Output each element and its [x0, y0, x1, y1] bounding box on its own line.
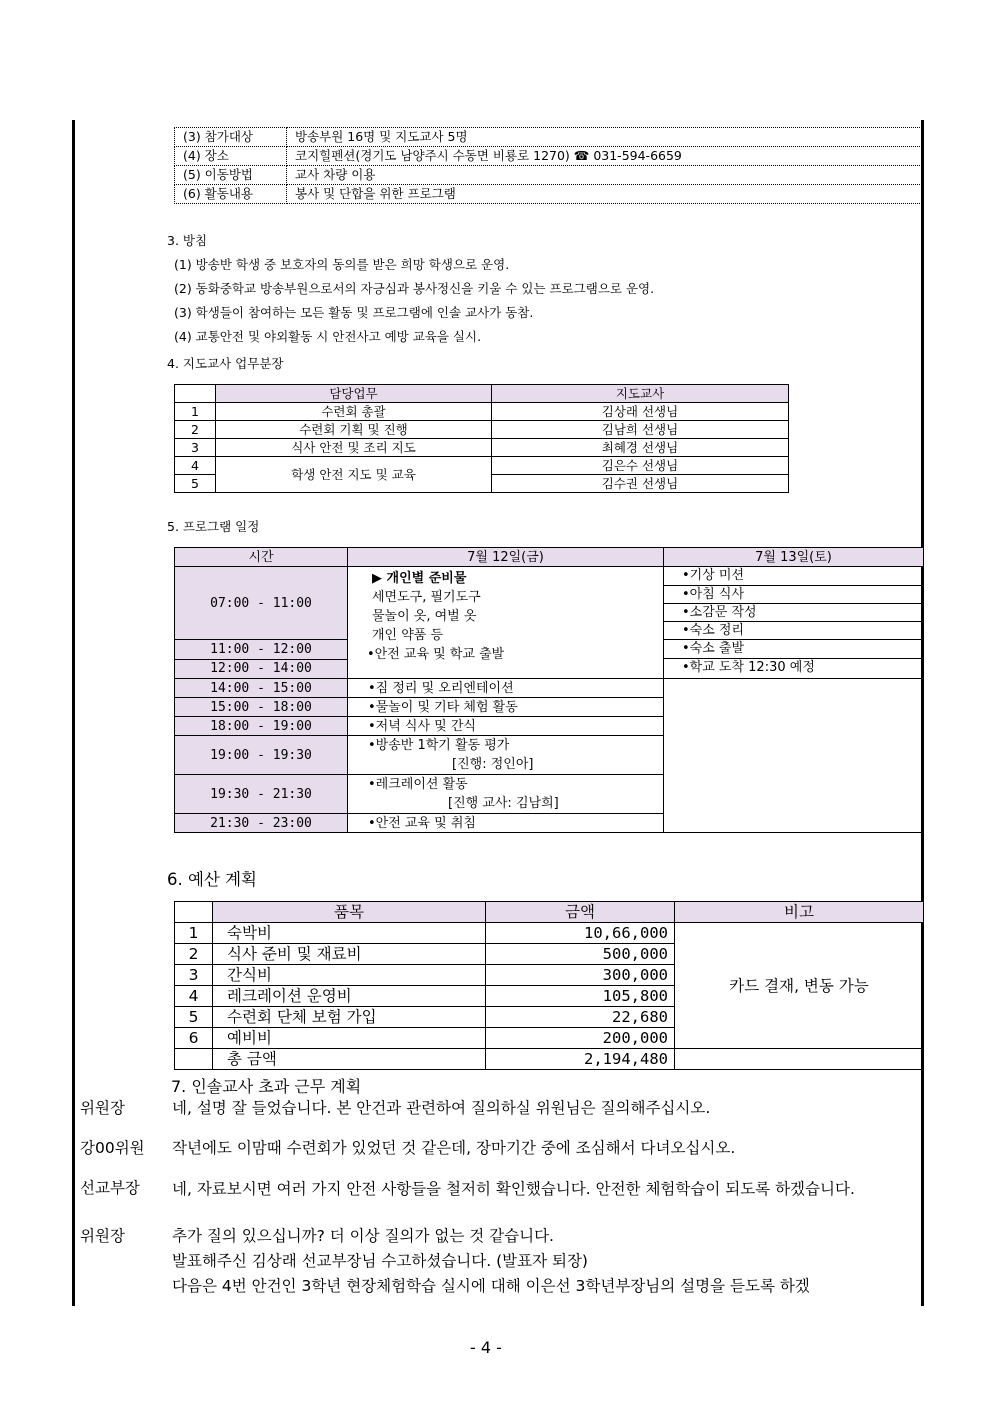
duty-task: 수련회 기획 및 진행	[216, 421, 492, 439]
duty-teacher: 김은수 선생님	[492, 457, 789, 475]
info-row	[175, 128, 922, 147]
day2-item: •학교 도착 12:30 예정	[664, 658, 923, 678]
time-slot: 14:00 - 15:00	[175, 679, 348, 698]
day1-activity: •물놀이 및 기타 체험 활동	[348, 698, 664, 717]
duties-header-no	[175, 385, 216, 403]
budget-item: 레크레이션 운영비	[213, 986, 486, 1007]
budget-no: 4	[175, 986, 213, 1007]
budget-amount: 300,000	[486, 965, 675, 986]
duties-header-duty: 담당업무	[216, 385, 492, 403]
budget-header-no	[175, 902, 213, 923]
duty-teacher: 김남희 선생님	[492, 421, 789, 439]
budget-heading: 6. 예산 계획	[167, 870, 257, 889]
info-value: 봉사 및 단합을 위한 프로그램	[287, 185, 922, 204]
day1-activity-cell	[348, 736, 664, 775]
policy-list	[174, 253, 654, 349]
budget-no: 6	[175, 1028, 213, 1049]
schedule-row	[175, 679, 924, 698]
budget-total-row	[175, 1049, 924, 1070]
minutes-line: 네, 자료보시면 여러 가지 안전 사항들을 철저히 확인했습니다. 안전한 체험학습이 되도록 하겠습니다.	[172, 1180, 855, 1198]
time-slot: 19:30 - 21:30	[175, 775, 348, 814]
day1-activity-cell	[348, 775, 664, 814]
budget-total-amount: 2,194,480	[486, 1049, 675, 1070]
minutes-speaker: 위원장	[80, 1227, 125, 1245]
budget-header-note: 비고	[675, 902, 924, 923]
prep-item: 물놀이 옷, 여벌 옷	[372, 609, 477, 624]
duty-no: 4	[175, 457, 216, 475]
prep-item: 세면도구, 필기도구	[372, 590, 481, 605]
day2-cell	[664, 567, 924, 679]
time-slot: 21:30 - 23:00	[175, 814, 348, 833]
day1-activity: •저녁 식사 및 간식	[348, 717, 664, 736]
duty-no: 2	[175, 421, 216, 439]
budget-amount: 500,000	[486, 944, 675, 965]
policy-item: (4) 교통안전 및 야외활동 시 안전사고 예방 교육을 실시.	[174, 329, 482, 344]
info-value: 교사 차량 이용	[287, 166, 922, 185]
budget-item: 예비비	[213, 1028, 486, 1049]
minutes-speaker: 선교부장	[80, 1179, 140, 1197]
duty-no: 1	[175, 403, 216, 421]
day2-item: •숙소 정리	[664, 621, 923, 639]
duties-row	[175, 457, 789, 475]
schedule-heading: 5. 프로그램 일정	[167, 519, 260, 534]
minutes-speech	[172, 1224, 920, 1299]
minutes-line: 추가 질의 있으십니까? 더 이상 질의가 없는 것 같습니다.	[172, 1227, 554, 1245]
info-label: (3) 참가대상	[175, 128, 287, 147]
minutes-speech	[172, 1136, 920, 1160]
duty-task: 학생 안전 지도 및 교육	[216, 457, 492, 493]
budget-item: 수련회 단체 보험 가입	[213, 1007, 486, 1028]
info-label: (4) 장소	[175, 147, 287, 166]
budget-header-item: 품목	[213, 902, 486, 923]
budget-table	[174, 901, 924, 1070]
day1-activity: •레크레이션 활동	[368, 777, 468, 792]
minutes-line: 작년에도 이맘때 수련회가 있었던 것 같은데, 장마기간 중에 조심해서 다녀오십시오.	[172, 1139, 736, 1157]
info-table	[174, 127, 922, 204]
duties-row	[175, 403, 789, 421]
budget-row	[175, 923, 924, 944]
duty-task: 식사 안전 및 조리 지도	[216, 439, 492, 457]
schedule-table	[174, 547, 924, 833]
budget-note: 카드 결재, 변동 가능	[675, 923, 924, 1049]
schedule-header-time: 시간	[175, 548, 348, 567]
time-slot: 12:00 - 14:00	[175, 659, 348, 678]
day1-activity-lead: [진행: 정인아]	[452, 757, 534, 772]
policy-heading: 3. 방침	[167, 233, 208, 248]
budget-total-label: 총 금액	[213, 1049, 486, 1070]
budget-amount: 200,000	[486, 1028, 675, 1049]
duties-header-teacher: 지도교사	[492, 385, 789, 403]
day1-prep-cell	[348, 567, 664, 679]
budget-no: 3	[175, 965, 213, 986]
minutes-speech	[172, 1176, 920, 1202]
budget-amount: 10,66,000	[486, 923, 675, 944]
policy-item: (3) 학생들이 참여하는 모든 활동 및 프로그램에 인솔 교사가 동참.	[174, 305, 534, 320]
day2-item: •아침 식사	[664, 585, 923, 603]
info-row	[175, 166, 922, 185]
schedule-row	[175, 567, 924, 640]
budget-header-amount: 금액	[486, 902, 675, 923]
minutes-line: 네, 설명 잘 들었습니다. 본 안건과 관련하여 질의하실 위원님은 질의해주십시오.	[172, 1099, 711, 1117]
day1-depart: •안전 교육 및 학교 출발	[367, 647, 505, 662]
budget-header-row	[175, 902, 924, 923]
budget-amount: 22,680	[486, 1007, 675, 1028]
day2-item: •소감문 작성	[664, 603, 923, 621]
page-border-left	[72, 120, 75, 1306]
minutes-line: 발표해주신 김상래 선교부장님 수고하셨습니다. (발표자 퇴장)	[172, 1252, 588, 1270]
info-row	[175, 147, 922, 166]
duty-teacher: 최혜경 선생님	[492, 439, 789, 457]
info-value: 코지힐펜션(경기도 남양주시 수동면 비룡로 1270) ☎ 031-594-6659	[287, 147, 922, 166]
info-label: (5) 이동방법	[175, 166, 287, 185]
minutes-speaker: 위원장	[80, 1099, 125, 1117]
policy-item: (2) 동화중학교 방송부원으로서의 자긍심과 봉사정신을 키울 수 있는 프로그램으로 운영.	[174, 281, 655, 296]
budget-item: 간식비	[213, 965, 486, 986]
budget-no: 5	[175, 1007, 213, 1028]
info-label: (6) 활동내용	[175, 185, 287, 204]
duties-header-row	[175, 385, 789, 403]
time-slot: 15:00 - 18:00	[175, 698, 348, 717]
minutes-line: 다음은 4번 안건인 3학년 현장체험학습 실시에 대해 이은선 3학년부장님의 설명을 듣도록 하겠	[172, 1277, 810, 1295]
time-slot: 07:00 - 11:00	[175, 567, 348, 640]
schedule-header-row	[175, 548, 924, 567]
minutes-speaker: 강00위원	[80, 1139, 145, 1157]
schedule-header-day2: 7월 13일(토)	[664, 548, 924, 567]
prep-item: 개인 약품 등	[372, 628, 444, 643]
page-number: - 4 -	[470, 1338, 502, 1357]
policy-item: (1) 방송반 학생 중 보호자의 동의를 받은 희망 학생으로 운영.	[174, 257, 510, 272]
day2-item: •숙소 출발	[664, 639, 923, 658]
duties-heading: 4. 지도교사 업무분장	[167, 356, 284, 371]
schedule-header-day1: 7월 12일(금)	[348, 548, 664, 567]
duty-teacher: 김상래 선생님	[492, 403, 789, 421]
info-row	[175, 185, 922, 204]
day2-empty-cell	[664, 679, 924, 833]
duty-no: 3	[175, 439, 216, 457]
duties-table	[174, 384, 789, 493]
info-value: 방송부원 16명 및 지도교사 5명	[287, 128, 922, 147]
section7-heading: 7. 인솔교사 초과 근무 계획	[171, 1077, 362, 1096]
budget-no: 1	[175, 923, 213, 944]
day1-activity: •짐 정리 및 오리엔테이션	[348, 679, 664, 698]
duty-task: 수련회 총괄	[216, 403, 492, 421]
prep-title: ▶ 개인별 준비물	[372, 571, 467, 586]
day2-item: •기상 미션	[682, 568, 745, 583]
budget-no: 2	[175, 944, 213, 965]
time-slot: 19:00 - 19:30	[175, 736, 348, 775]
duties-row	[175, 439, 789, 457]
day1-activity: •방송반 1학기 활동 평가	[368, 738, 510, 753]
duty-no: 5	[175, 475, 216, 493]
duties-row	[175, 421, 789, 439]
budget-item: 숙박비	[213, 923, 486, 944]
day1-activity-lead: [진행 교사: 김남희]	[448, 796, 559, 811]
budget-amount: 105,800	[486, 986, 675, 1007]
budget-item: 식사 준비 및 재료비	[213, 944, 486, 965]
time-slot: 11:00 - 12:00	[175, 640, 348, 659]
time-slot: 18:00 - 19:00	[175, 717, 348, 736]
minutes-speech	[172, 1096, 920, 1120]
duty-teacher: 김수권 선생님	[492, 475, 789, 493]
budget-total-no	[175, 1049, 213, 1070]
day1-activity: •안전 교육 및 취침	[348, 814, 664, 833]
budget-total-note	[675, 1049, 924, 1070]
